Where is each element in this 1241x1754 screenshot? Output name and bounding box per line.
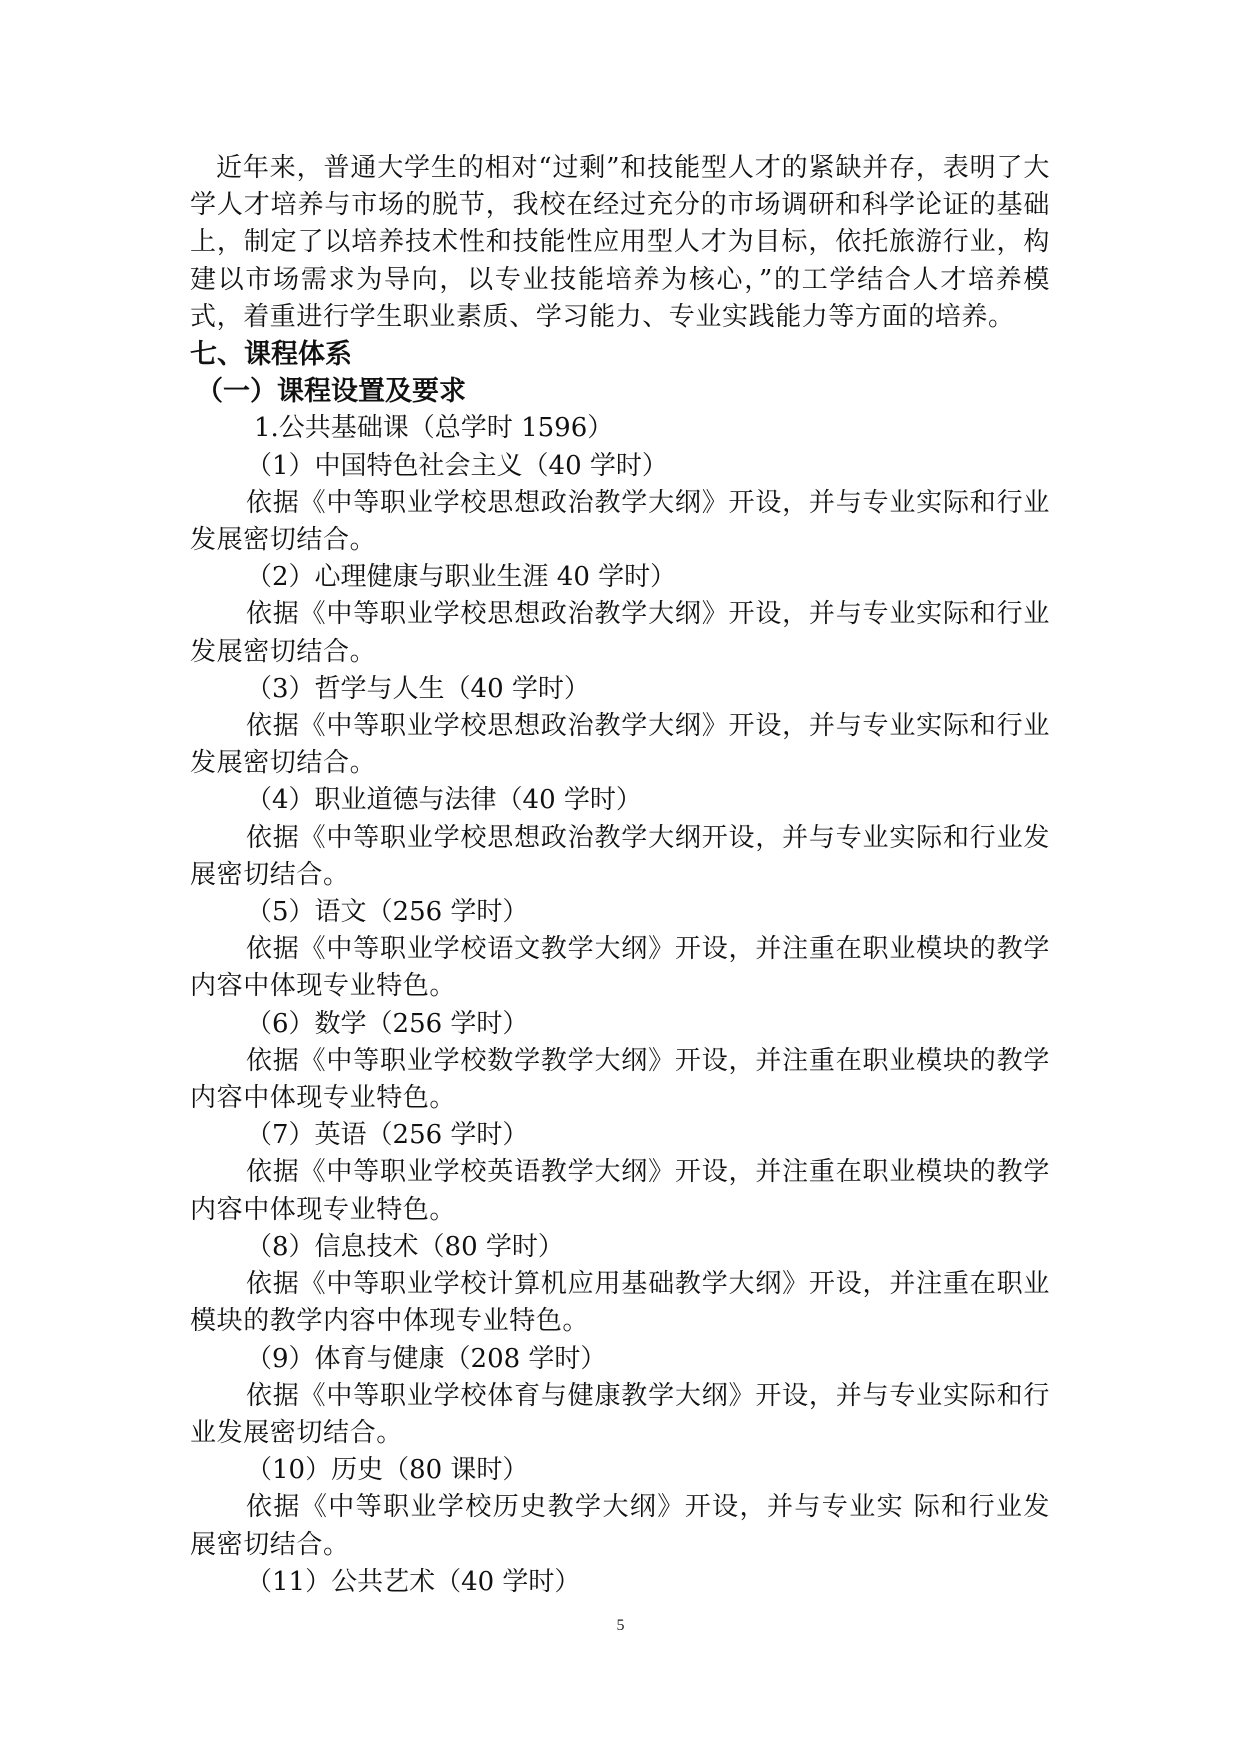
course-title: （9）体育与健康（208 学时） [246, 1343, 607, 1374]
course-item [190, 448, 1050, 560]
course-title: （3）哲学与人生（40 学时） [246, 673, 590, 704]
course-description: 依据《中等职业学校思想政治教学大纲》开设，并与专业实际和行业发展密切结合。 [190, 599, 1050, 667]
course-title: （10）历史（80 课时） [246, 1455, 529, 1486]
course-description: 依据《中等职业学校思想政治教学大纲》开设，并与专业实际和行业发展密切结合。 [190, 711, 1050, 779]
course-title: （1）中国特色社会主义（40 学时） [246, 450, 668, 481]
course-title: （6）数学（256 学时） [246, 1008, 529, 1039]
course-title: （2）心理健康与职业生涯 40 学时） [246, 562, 677, 593]
course-item [190, 1117, 1050, 1229]
category-title: 1.公共基础课（总学时 1596） [254, 413, 614, 444]
course-description: 依据《中等职业学校语文教学大纲》开设，并注重在职业模块的教学内容中体现专业特色。 [190, 934, 1050, 1002]
section-heading: 七、课程体系 [190, 339, 352, 371]
course-title: （7）英语（256 学时） [246, 1120, 529, 1151]
course-title: （4）职业道德与法律（40 学时） [246, 785, 642, 816]
course-description: 依据《中等职业学校英语教学大纲》开设，并注重在职业模块的教学内容中体现专业特色。 [190, 1157, 1050, 1225]
page-number: 5 [616, 1617, 625, 1634]
course-description: 依据《中等职业学校思想政治教学大纲》开设，并与专业实际和行业发展密切结合。 [190, 487, 1050, 556]
course-item [190, 894, 1050, 1006]
course-title: （5）语文（256 学时） [246, 897, 529, 928]
course-item [190, 1229, 1050, 1341]
course-item [190, 1452, 1050, 1564]
course-item [190, 1006, 1050, 1118]
course-item [190, 671, 1050, 783]
course-title: （8）信息技术（80 学时） [246, 1231, 564, 1262]
course-description: 依据《中等职业学校思想政治教学大纲开设，并与专业实际和行业发展密切结合。 [190, 822, 1050, 890]
intro-paragraph: 近年来，普通大学生的相对“过剩”和技能型人才的紧缺并存，表明了大学人才培养与市场的脱节，我校在经过充分的市场调研和科学论证的基础上，制定了以培养技术性和技能性应用型人才为目标，依托旅游行业，构建以市场需求为导向，以专业技能培养为核心，”的工学结合人才培养模式，着重进行学生职业素质、学习能力、专业实践能力等方面的培养。 [190, 153, 1050, 332]
course-description: 依据《中等职业学校数学教学大纲》开设，并注重在职业模块的教学内容中体现专业特色。 [190, 1045, 1050, 1114]
course-item [190, 782, 1050, 894]
course-item [190, 1564, 1050, 1601]
course-item [190, 559, 1050, 671]
page-content [190, 150, 1050, 1601]
course-list [190, 448, 1050, 1601]
course-item [190, 1341, 1050, 1453]
course-description: 依据《中等职业学校体育与健康教学大纲》开设，并与专业实际和行业发展密切结合。 [190, 1380, 1050, 1448]
course-description: 依据《中等职业学校计算机应用基础教学大纲》开设，并注重在职业模块的教学内容中体现专业特色。 [190, 1269, 1050, 1337]
course-title: （11）公共艺术（40 学时） [246, 1566, 581, 1597]
course-description: 依据《中等职业学校历史教学大纲》开设，并与专业实 际和行业发展密切结合。 [190, 1492, 1050, 1560]
subsection-heading: （一）课程设置及要求 [196, 376, 466, 408]
